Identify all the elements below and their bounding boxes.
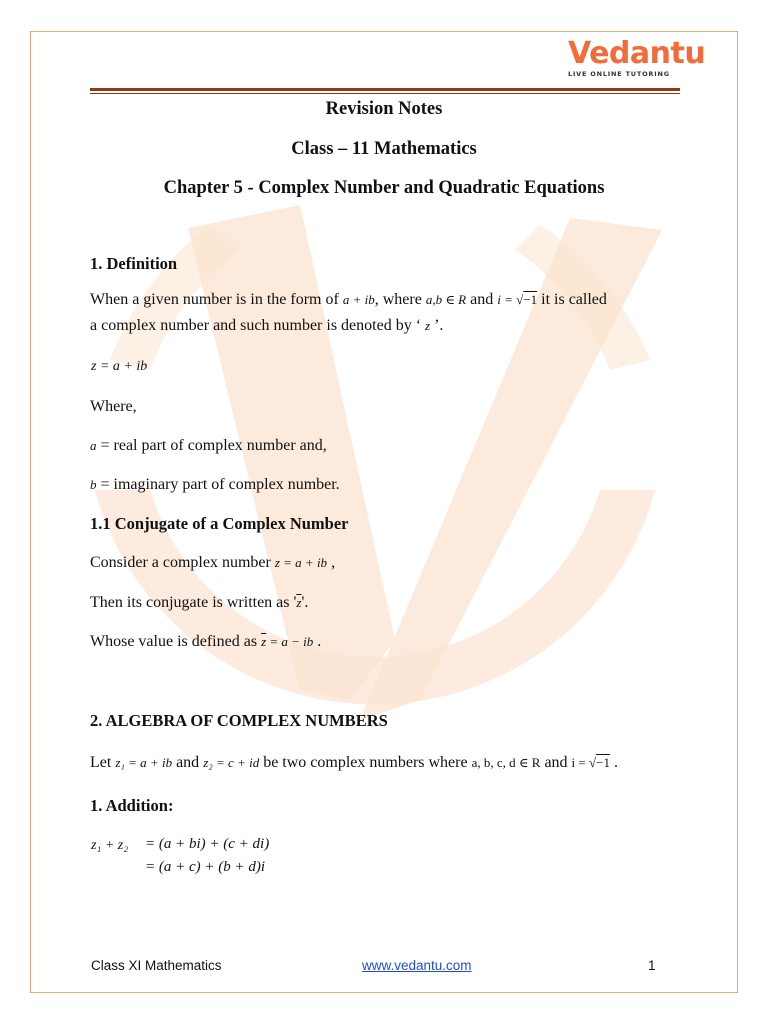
header-rule-thick <box>90 88 680 91</box>
imaginary-part-line: b = imaginary part of complex number. <box>90 476 340 493</box>
subsection-heading-addition: 1. Addition: <box>90 796 174 815</box>
conjugate-line1: Consider a complex number z = a + ib , <box>90 554 336 571</box>
math-minus-one: −1 <box>523 292 538 307</box>
addition-rhs-line1: = (a + bi) + (c + di) <box>145 836 270 852</box>
definition-paragraph-line1: When a given number is in the form of a + ib, where a,b ∈ R and i = √−1 it is called <box>90 291 607 308</box>
math-i-equals: i = √ <box>497 292 524 307</box>
footer-page-number: 1 <box>648 958 656 973</box>
logo-tagline: LIVE ONLINE TUTORING <box>568 70 670 78</box>
math-a-plus-ib: a + ib <box>342 292 375 307</box>
addition-rhs-line2: = (a + c) + (b + d)i <box>145 859 266 875</box>
where-label: Where, <box>90 398 137 415</box>
definition-paragraph-line2: a complex number and such number is denoted by ‘ z ’. <box>90 317 444 334</box>
math-ab-in-r: a,b ∈ R <box>425 292 467 307</box>
header-rule-thin <box>90 93 680 94</box>
page-title: Revision Notes <box>325 99 443 119</box>
addition-lhs: z₁ + z₂ <box>91 838 129 853</box>
class-line: Class – 11 Mathematics <box>291 139 477 159</box>
footer-class-label: Class XI Mathematics <box>91 958 222 973</box>
conjugate-line3: Whose value is defined as $\overline{z} = a$ − ib . <box>90 633 322 650</box>
section-heading-definition: 1. Definition <box>90 254 178 273</box>
real-part-line: a = real part of complex number and, <box>90 437 327 454</box>
logo-wordmark: Vedantu <box>568 36 706 71</box>
chapter-title: Chapter 5 - Complex Number and Quadratic Equations <box>163 178 605 198</box>
vedantu-logo <box>568 36 706 78</box>
section-heading-conjugate: 1.1 Conjugate of a Complex Number <box>90 514 349 533</box>
algebra-let-line: Let z₁ = a + ib and z₂ = c + id be two complex numbers where a, b, c, d ∈ R and i = √−1 . <box>90 754 618 771</box>
conjugate-line2: Then its conjugate is written as '$\overline{z}$'. <box>90 594 309 611</box>
math-z: z <box>425 318 431 333</box>
section-heading-algebra: 2. ALGEBRA OF COMPLEX NUMBERS <box>90 711 388 730</box>
equation-z-definition: z = a + ib <box>91 359 148 374</box>
footer-website-link[interactable]: www.vedantu.com <box>362 958 472 973</box>
